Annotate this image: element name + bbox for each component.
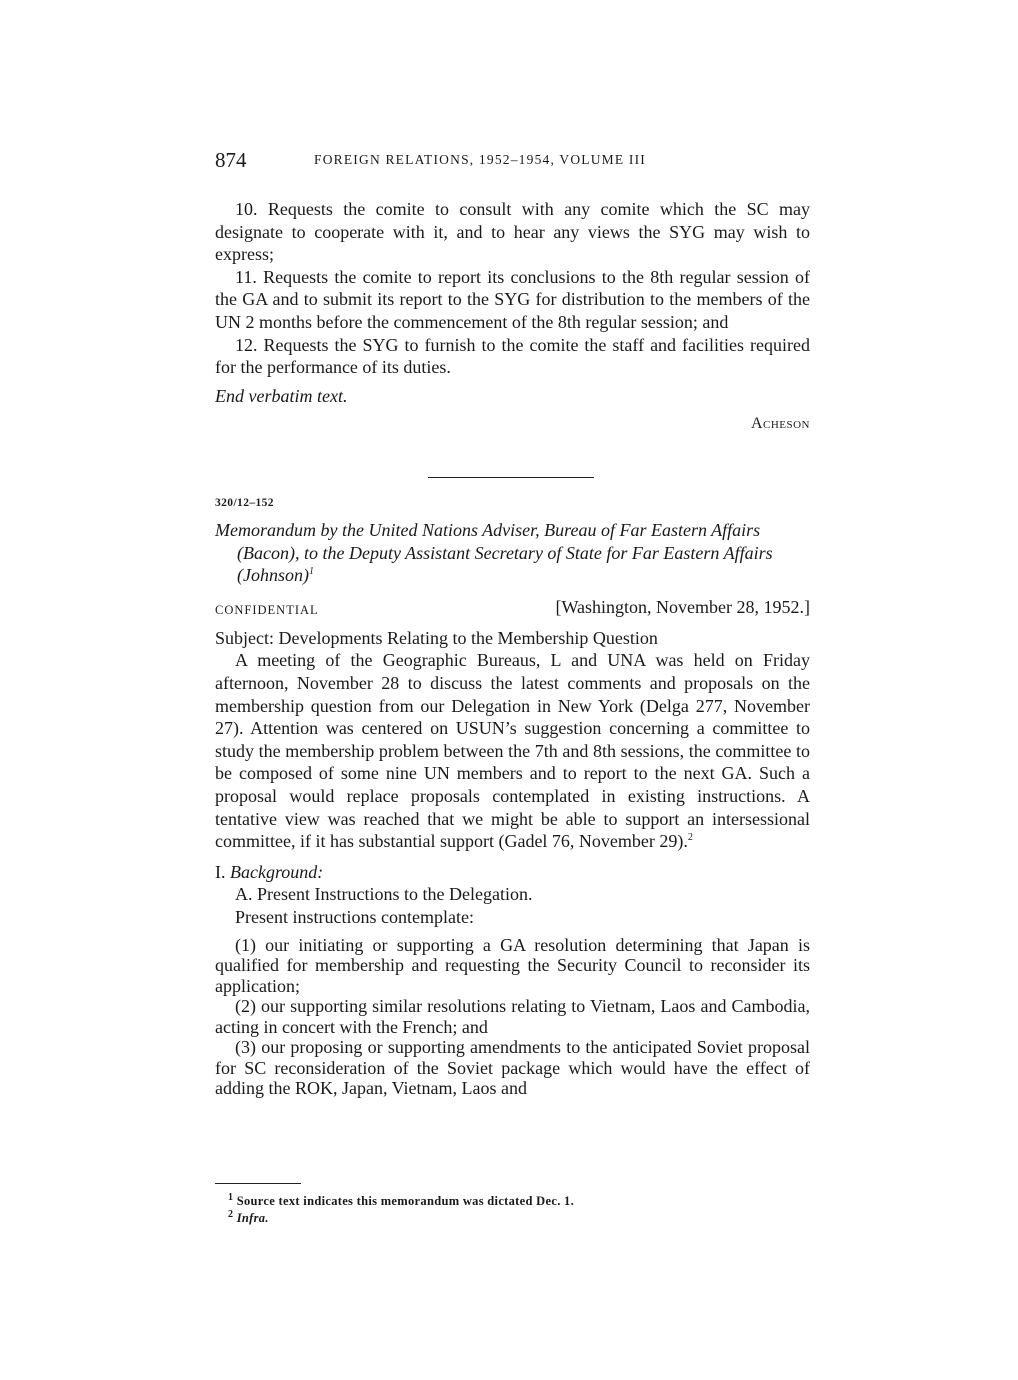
footnote-1-text: Source text indicates this memorandum was dictated Dec. 1. — [236, 1194, 575, 1208]
footnote-ref-1: 1 — [308, 566, 314, 578]
section-title: Background: — [230, 861, 324, 882]
footnote-rule — [215, 1183, 301, 1184]
footnote-ref-2: 2 — [687, 832, 693, 844]
subsection-heading: A. Present Instructions to the Delegation. — [235, 884, 533, 905]
page-number: 874 — [215, 148, 247, 172]
running-head — [215, 148, 810, 178]
section-heading — [215, 861, 810, 884]
classification-row — [215, 597, 810, 621]
footnote-2 — [228, 1208, 269, 1226]
instructions-lead: Present instructions contemplate: — [235, 906, 474, 927]
list-item: (1) our initiating or supporting a GA resolution determining that Japan is qualified for membership and requesting the Security Council to reconsider its application; — [215, 934, 810, 996]
section-divider — [428, 477, 594, 478]
signature: Acheson — [750, 415, 810, 433]
subject-line: Subject: Developments Relating to the Membership Question — [215, 627, 658, 648]
memorandum-section — [215, 497, 810, 1099]
document-title — [215, 519, 810, 587]
body-paragraph-text: A meeting of the Geographic Bureaus, L and UNA was held on Friday afternoon, November 28 to discuss the latest comments and proposals on the membership question from our Delegation in New York (Delga 277, November 27). Attention was centered on USUN’s suggestion concerning a committee to study the membership problem between the 7th and 8th sessions, the committee to be composed of some nine UN members and to report to the next GA. Such a proposal would replace proposals contemplated in existing instructions. A tentative view was reached that we might be able to support an intersessional committee, if it has substantial support (Gadel 76, November 29). — [215, 650, 810, 852]
section-number: I. — [215, 861, 230, 882]
body-paragraph — [215, 649, 810, 852]
dateline: [Washington, November 28, 1952.] — [555, 596, 810, 617]
file-reference: 320/12–152 — [215, 497, 274, 509]
paragraph-10: 10. Requests the comite to consult with any comite which the SC may designate to cooperate with it, and to hear any views the SYG may wish to express; — [215, 199, 810, 265]
continued-section — [215, 198, 810, 433]
footnote-2-mark: 2 — [228, 1208, 234, 1220]
running-head-title: FOREIGN RELATIONS, 1952–1954, VOLUME III — [314, 152, 646, 167]
paragraph-12: 12. Requests the SYG to furnish to the comite the staff and facilities required for the performance of its duties. — [215, 334, 810, 378]
document-title-text: Memorandum by the United Nations Adviser, Bureau of Far Eastern Affairs (Bacon), to the Deputy Assistant Secretary of State for Far Eastern Affairs (Johnson) — [215, 520, 773, 586]
list-item: (2) our supporting similar resolutions relating to Vietnam, Laos and Cambodia, acting in concert with the French; and — [215, 996, 810, 1037]
list-item: (3) our proposing or supporting amendments to the anticipated Soviet proposal for SC reconsideration of the Soviet package which would have the effect of adding the ROK, Japan, Vietnam, Laos and — [215, 1037, 810, 1098]
classification-label: CONFIDENTIAL — [215, 602, 319, 617]
footnote-1-mark: 1 — [228, 1191, 234, 1203]
paragraph-11: 11. Requests the comite to report its conclusions to the 8th regular session of the GA and to submit its report to the SYG for distribution to the members of the UN 2 months before the commencement of the 8th regular session; and — [215, 266, 810, 332]
end-verbatim-text: End verbatim text. — [215, 385, 348, 406]
footnote-1 — [228, 1191, 575, 1209]
footnote-2-text: Infra. — [236, 1211, 269, 1225]
